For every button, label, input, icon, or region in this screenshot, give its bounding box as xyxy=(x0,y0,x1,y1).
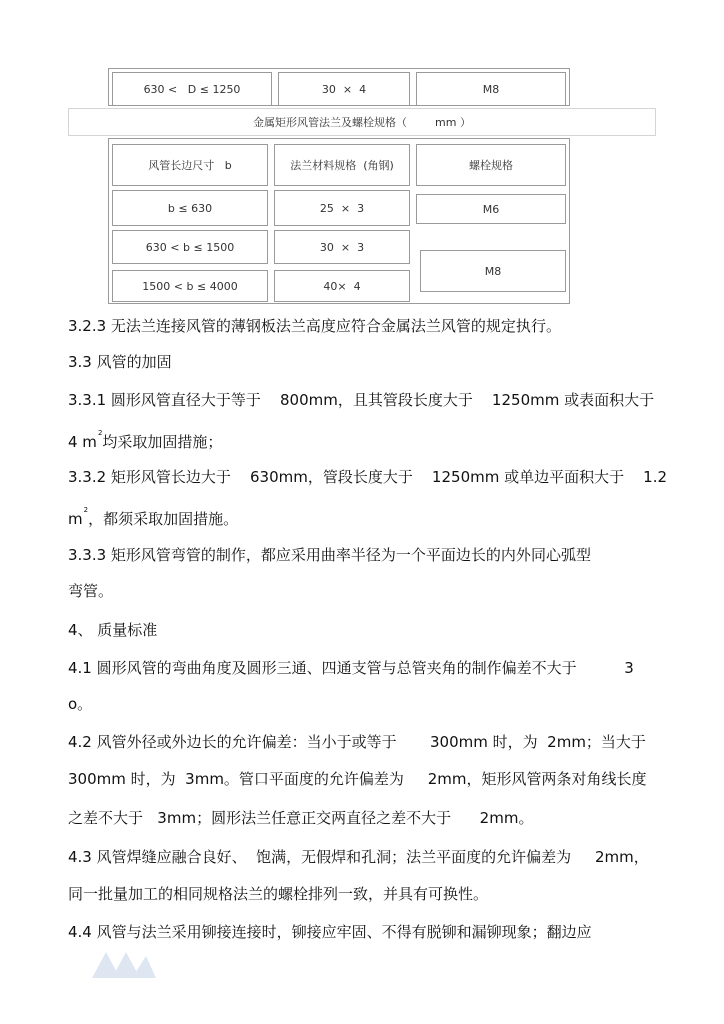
paragraph-continuation: o。 xyxy=(68,695,93,713)
text-run: ，都须采取加固措施。 xyxy=(88,510,239,528)
table-cell-merged: M8 xyxy=(420,250,566,292)
paragraph: 3.3.2 矩形风管长边大于 630mm，管段长度大于 1250mm 或单边平面积大于 1.2 xyxy=(68,468,668,486)
paragraph-continuation: 300mm 时，为 3mm。管口平面度的允许偏差为 2mm，矩形风管两条对角线长度 xyxy=(68,770,647,788)
text-run: 4 m xyxy=(68,433,97,451)
table-cell: M8 xyxy=(416,72,566,106)
table-cell: b ≤ 630 xyxy=(112,190,268,226)
table-cell: 630 < D ≤ 1250 xyxy=(112,72,272,106)
superscript: 2 xyxy=(97,429,103,437)
paragraph: 3.2.3 无法兰连接风管的薄钢板法兰高度应符合金属法兰风管的规定执行。 xyxy=(68,317,561,335)
paragraph: 4.3 风管焊缝应融合良好、 饱满，无假焊和孔洞；法兰平面度的允许偏差为 2mm， xyxy=(68,848,649,866)
paragraph-continuation: 之差不大于 3mm；圆形法兰任意正交两直径之差不大于 2mm。 xyxy=(68,809,534,827)
table-cell: 1500 < b ≤ 4000 xyxy=(112,270,268,302)
section-heading: 3.3 风管的加固 xyxy=(68,353,172,371)
table-cell: 30 × 3 xyxy=(274,230,410,264)
paragraph: 4.4 风管与法兰采用铆接连接时，铆接应牢固、不得有脱铆和漏铆现象；翻边应 xyxy=(68,923,592,941)
table-cell: 25 × 3 xyxy=(274,190,410,226)
paragraph-continuation xyxy=(68,506,238,529)
table-header-cell: 法兰材料规格 (角钢) xyxy=(274,144,410,186)
table-header-cell: 螺栓规格 xyxy=(416,144,566,186)
paragraph: 3.3.1 圆形风管直径大于等于 800mm，且其管段长度大于 1250mm 或表面积大于 xyxy=(68,391,655,409)
paragraph: 4.1 圆形风管的弯曲角度及圆形三通、四通支管与总管夹角的制作偏差不大于 3 xyxy=(68,659,634,677)
paragraph: 3.3.3 矩形风管弯管的制作，都应采用曲率半径为一个平面边长的内外同心弧型 xyxy=(68,546,591,564)
watermark-logo-icon xyxy=(88,948,158,982)
text-run: 均采取加固措施； xyxy=(102,433,223,451)
table-cell: 630 < b ≤ 1500 xyxy=(112,230,268,264)
text-run: m xyxy=(68,510,83,528)
paragraph: 4.2 风管外径或外边长的允许偏差：当小于或等于 300mm 时，为 2mm；当大于 xyxy=(68,733,646,751)
table-caption: 金属矩形风管法兰及螺栓规格（ mm ） xyxy=(68,108,656,136)
superscript: 2 xyxy=(83,506,89,514)
section-heading: 4、 质量标准 xyxy=(68,621,158,639)
paragraph-continuation xyxy=(68,429,222,452)
table-cell: 30 × 4 xyxy=(278,72,410,106)
paragraph-continuation: 同一批量加工的相同规格法兰的螺栓排列一致，并具有可换性。 xyxy=(68,885,489,903)
paragraph-continuation: 弯管。 xyxy=(68,582,114,600)
table-header-cell: 风管长边尺寸 b xyxy=(112,144,268,186)
table-cell: 40× 4 xyxy=(274,270,410,302)
table-cell: M6 xyxy=(416,194,566,224)
